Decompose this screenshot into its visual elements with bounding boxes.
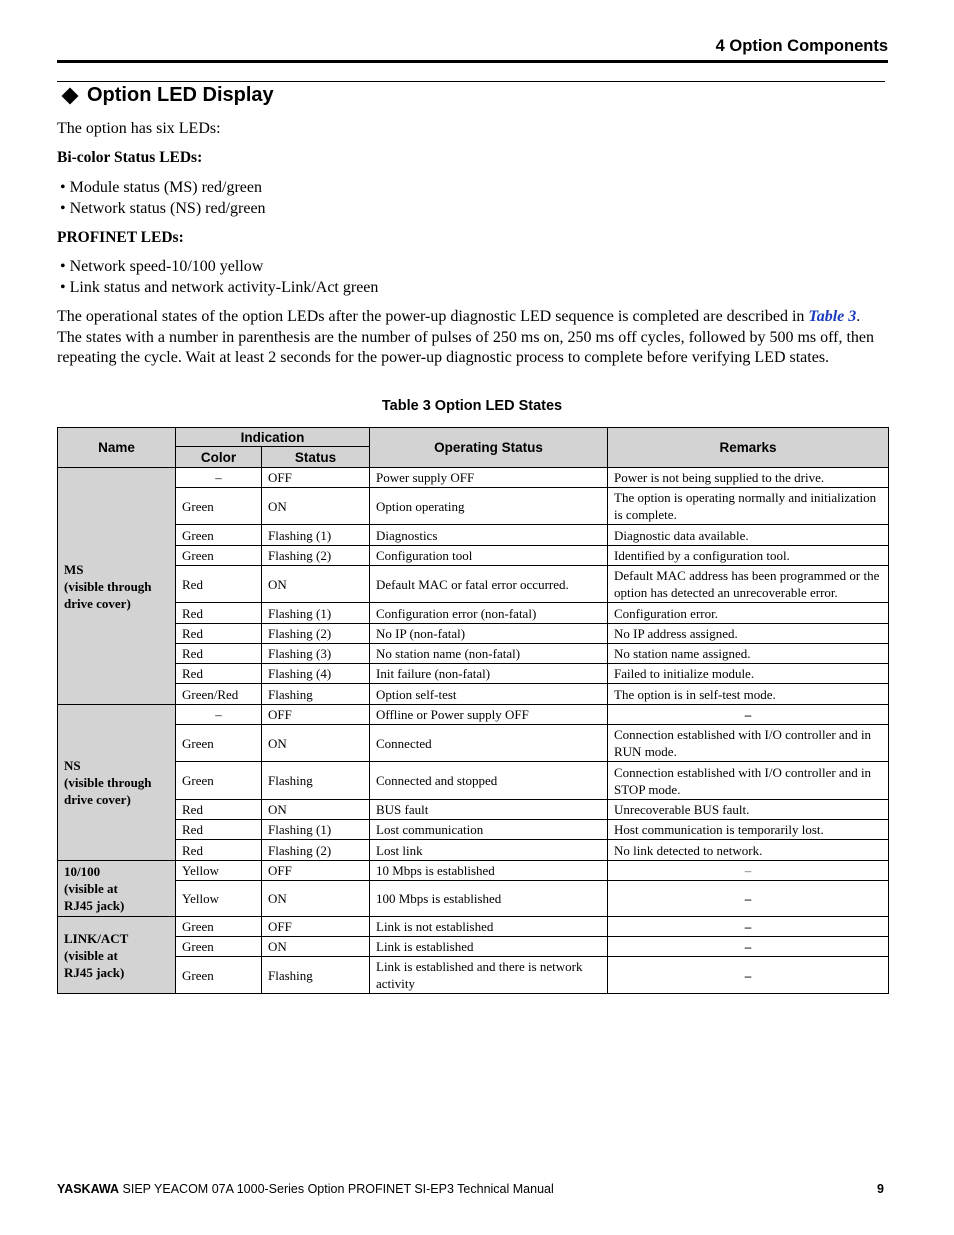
- color-cell: Green: [176, 725, 262, 762]
- intro-text: The option has six LEDs:: [57, 120, 221, 137]
- color-cell: Green/Red: [176, 684, 262, 705]
- header-rule: [57, 60, 888, 63]
- status-cell: ON: [262, 566, 370, 603]
- remarks-cell: Connection established with I/O controller and in STOP mode.: [608, 762, 889, 800]
- header-color: Color: [176, 447, 262, 468]
- operating-cell: Connected: [370, 725, 608, 762]
- color-cell: Red: [176, 566, 262, 603]
- remarks-cell: –: [608, 937, 889, 957]
- color-cell: Red: [176, 664, 262, 684]
- operating-cell: Offline or Power supply OFF: [370, 705, 608, 725]
- operating-cell: Configuration tool: [370, 546, 608, 566]
- name-line: RJ45 jack): [64, 964, 125, 980]
- color-cell: Yellow: [176, 881, 262, 917]
- remarks-cell: –: [608, 881, 889, 917]
- remarks-cell: Default MAC address has been programmed or the option has detected an unrecoverable error.: [608, 566, 889, 603]
- status-cell: OFF: [262, 861, 370, 881]
- status-cell: Flashing (1): [262, 603, 370, 624]
- operating-cell: Link is not established: [370, 917, 608, 937]
- color-cell: Green: [176, 488, 262, 525]
- section-title: Option LED Display: [87, 84, 274, 106]
- color-cell: Red: [176, 800, 262, 820]
- status-cell: ON: [262, 725, 370, 762]
- operating-cell: No IP (non-fatal): [370, 624, 608, 644]
- status-cell: ON: [262, 881, 370, 917]
- status-cell: Flashing (2): [262, 546, 370, 566]
- color-cell: Green: [176, 957, 262, 994]
- operating-cell: 100 Mbps is established: [370, 881, 608, 917]
- operating-cell: Init failure (non-fatal): [370, 664, 608, 684]
- color-cell: –: [176, 468, 262, 488]
- remarks-cell: –: [608, 861, 889, 881]
- color-cell: Green: [176, 525, 262, 546]
- color-cell: Red: [176, 603, 262, 624]
- status-cell: Flashing: [262, 762, 370, 800]
- chapter-title: 4 Option Components: [715, 37, 888, 55]
- name-cell-link-act: [58, 917, 176, 994]
- name-cell-ms: [58, 468, 176, 705]
- remarks-cell: Failed to initialize module.: [608, 664, 889, 684]
- name-line: 10/100: [64, 864, 101, 879]
- page-number: 9: [877, 1182, 884, 1196]
- name-line: (visible at: [64, 947, 118, 963]
- operating-cell: Default MAC or fatal error occurred.: [370, 566, 608, 603]
- color-cell: Green: [176, 917, 262, 937]
- name-cell-ns: [58, 705, 176, 861]
- status-cell: Flashing (2): [262, 624, 370, 644]
- remarks-cell: No station name assigned.: [608, 644, 889, 664]
- operating-cell: Link is established and there is network activity: [370, 957, 608, 994]
- section-rule: [57, 81, 885, 82]
- operating-cell: Configuration error (non-fatal): [370, 603, 608, 624]
- remarks-cell: Unrecoverable BUS fault.: [608, 800, 889, 820]
- status-cell: Flashing: [262, 684, 370, 705]
- diamond-bullet-icon: [62, 87, 79, 104]
- remarks-cell: The option is operating normally and initialization is complete.: [608, 488, 889, 525]
- color-cell: Red: [176, 624, 262, 644]
- footer-text: SIEP YEACOM 07A 1000-Series Option PROFINET SI-EP3 Technical Manual: [119, 1182, 554, 1196]
- header-name: Name: [58, 428, 176, 468]
- list-item: • Module status (MS) red/green: [60, 179, 263, 196]
- led-states-table: [57, 427, 889, 994]
- color-cell: –: [176, 705, 262, 725]
- operating-cell: Connected and stopped: [370, 762, 608, 800]
- operating-cell: Lost communication: [370, 820, 608, 840]
- color-cell: Red: [176, 644, 262, 664]
- name-line: (visible through: [64, 775, 152, 790]
- color-cell: Green: [176, 937, 262, 957]
- name-line: drive cover): [64, 595, 131, 611]
- operating-cell: Diagnostics: [370, 525, 608, 546]
- operating-cell: Lost link: [370, 840, 608, 861]
- bicolor-heading: Bi-color Status LEDs:: [57, 149, 203, 166]
- name-line: RJ45 jack): [64, 898, 125, 913]
- table-caption: Table 3 Option LED States: [381, 398, 563, 414]
- name-line: LINK/ACT: [64, 930, 129, 946]
- description-paragraph: [57, 307, 887, 369]
- status-cell: Flashing: [262, 957, 370, 994]
- name-cell-10-100: [58, 861, 176, 917]
- profinet-list: [57, 257, 887, 298]
- remarks-cell: Configuration error.: [608, 603, 889, 624]
- name-line: (visible at: [64, 881, 118, 896]
- remarks-cell: –: [608, 957, 889, 994]
- status-cell: Flashing (2): [262, 840, 370, 861]
- operating-cell: Power supply OFF: [370, 468, 608, 488]
- remarks-cell: No IP address assigned.: [608, 624, 889, 644]
- paragraph-text: The operational states of the option LEDs after the power-up diagnostic LED sequence is completed are described in: [57, 308, 809, 325]
- remarks-cell: Identified by a configuration tool.: [608, 546, 889, 566]
- footer: [57, 1182, 554, 1196]
- status-cell: Flashing (1): [262, 525, 370, 546]
- status-cell: OFF: [262, 917, 370, 937]
- bicolor-list: [57, 178, 887, 219]
- operating-cell: 10 Mbps is established: [370, 861, 608, 881]
- name-line: NS: [64, 758, 81, 773]
- remarks-cell: –: [608, 705, 889, 725]
- color-cell: Red: [176, 820, 262, 840]
- header-indication: Indication: [176, 428, 370, 447]
- status-cell: ON: [262, 800, 370, 820]
- footer-brand: YASKAWA: [57, 1182, 120, 1196]
- status-cell: ON: [262, 937, 370, 957]
- remarks-cell: Host communication is temporarily lost.: [608, 820, 889, 840]
- status-cell: OFF: [262, 705, 370, 725]
- remarks-cell: The option is in self-test mode.: [608, 684, 889, 705]
- color-cell: Green: [176, 762, 262, 800]
- list-item: • Network speed-10/100 yellow: [60, 258, 264, 275]
- operating-cell: Link is established: [370, 937, 608, 957]
- remarks-cell: No link detected to network.: [608, 840, 889, 861]
- status-cell: Flashing (3): [262, 644, 370, 664]
- status-cell: OFF: [262, 468, 370, 488]
- remarks-cell: Power is not being supplied to the drive.: [608, 468, 889, 488]
- list-item: • Link status and network activity-Link/Act green: [60, 278, 379, 296]
- section-heading: [61, 84, 274, 107]
- status-cell: Flashing (4): [262, 664, 370, 684]
- name-line: (visible through: [64, 578, 152, 594]
- list-item: • Network status (NS) red/green: [60, 199, 266, 217]
- color-cell: Green: [176, 546, 262, 566]
- table-3-link[interactable]: Table 3: [808, 308, 857, 325]
- header-remarks: Remarks: [608, 428, 889, 468]
- status-cell: ON: [262, 488, 370, 525]
- status-cell: Flashing (1): [262, 820, 370, 840]
- name-line: drive cover): [64, 792, 131, 807]
- name-line: MS: [64, 561, 84, 577]
- profinet-heading: PROFINET LEDs:: [57, 229, 184, 246]
- operating-cell: BUS fault: [370, 800, 608, 820]
- header-operating-status: Operating Status: [370, 428, 608, 468]
- remarks-cell: –: [608, 917, 889, 937]
- header-status: Status: [262, 447, 370, 468]
- color-cell: Red: [176, 840, 262, 861]
- operating-cell: Option self-test: [370, 684, 608, 705]
- remarks-cell: Diagnostic data available.: [608, 525, 889, 546]
- paragraph-text: . The states with a number in parenthesis are the number of pulses of 250 ms on, 250 ms off cycles, followed by 500 ms off, then repeating the cycle. Wait at least 2 seconds for the power-up diagnostic process to complete before verifying LED states.: [57, 308, 875, 366]
- color-cell: Yellow: [176, 861, 262, 881]
- remarks-cell: Connection established with I/O controller and in RUN mode.: [608, 725, 889, 762]
- operating-cell: Option operating: [370, 488, 608, 525]
- operating-cell: No station name (non-fatal): [370, 644, 608, 664]
